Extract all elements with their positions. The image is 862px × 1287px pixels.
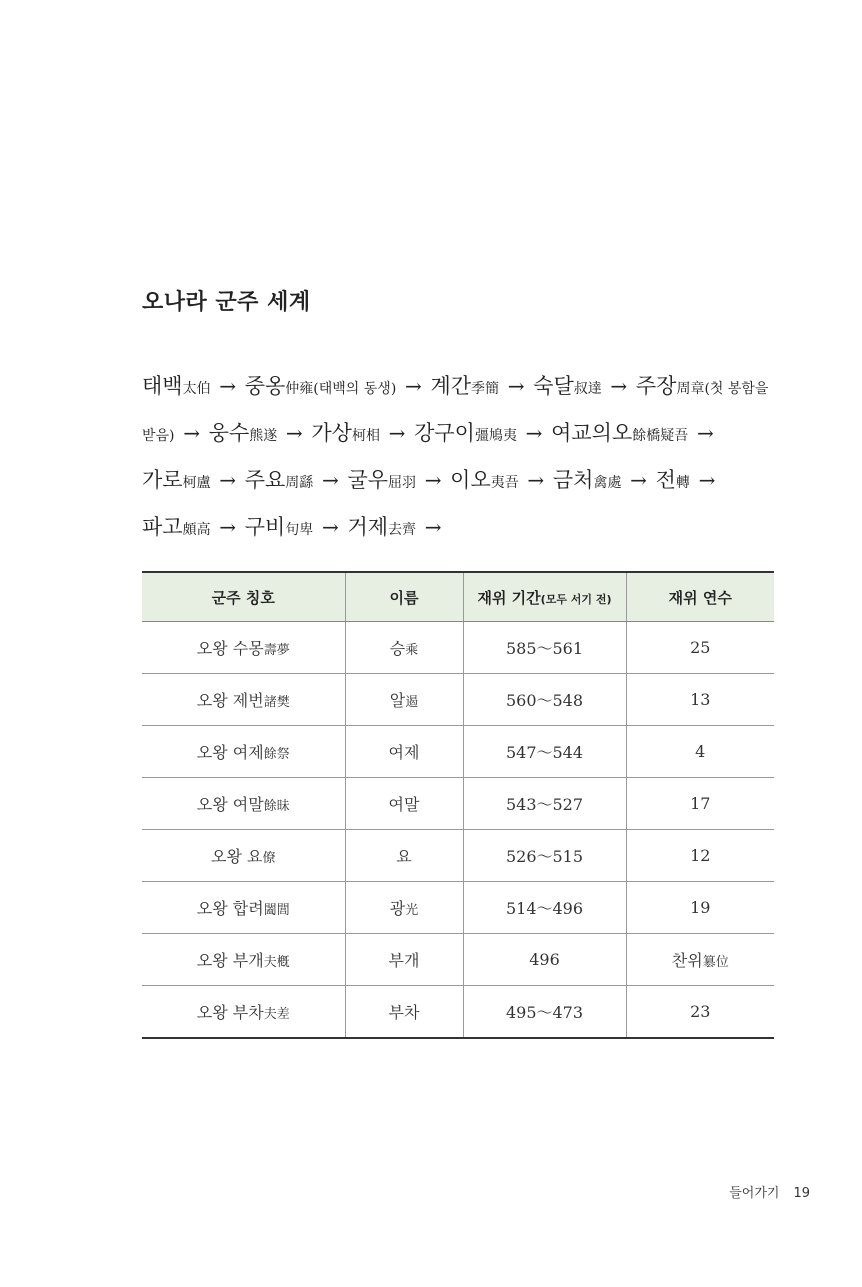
cell-period-text: 585～561 (505, 639, 584, 658)
cell-title (142, 830, 345, 882)
arrow-icon: → (696, 421, 714, 445)
footer-chapter: 들어가기 (729, 1186, 780, 1201)
page-number: 19 (793, 1186, 810, 1201)
ruler-hanja-name: 屈羽 (388, 475, 417, 491)
arrow-icon: → (219, 374, 237, 398)
ruler-korean-name: 거제 (347, 515, 389, 539)
ruler-hanja-name: 句卑 (285, 522, 314, 538)
ruler-hanja-name: 餘橋疑吾 (632, 428, 689, 444)
cell-years (626, 726, 774, 778)
cell-name-text: 승 (389, 639, 406, 658)
cell-title-hanja: 諸樊 (263, 695, 290, 710)
cell-title (142, 882, 345, 934)
header-reign-period (463, 572, 626, 622)
cell-title-text: 오왕 요 (211, 847, 263, 866)
cell-years-text: 19 (690, 898, 711, 917)
ruler-hanja-name: 禽處 (593, 475, 622, 491)
arrow-icon: → (321, 468, 339, 492)
ruler-hanja-name: 夷吾 (490, 475, 519, 491)
ruler-korean-name: 강구이 (414, 421, 475, 445)
header-reign-period-note: (모두 서기 전) (540, 592, 612, 606)
ruler-korean-name: 구비 (244, 515, 286, 539)
cell-years (626, 934, 774, 986)
arrow-icon: → (219, 515, 237, 539)
rulers-table (142, 571, 774, 1039)
ruler-hanja-name: 太伯 (182, 381, 211, 397)
lineage-ruler (430, 374, 499, 398)
cell-name (345, 778, 463, 830)
cell-years-text: 23 (690, 1002, 711, 1021)
cell-period (463, 622, 626, 674)
ruler-hanja-name: 頗高 (182, 522, 211, 538)
cell-name-text: 부개 (388, 951, 420, 970)
lineage-ruler (414, 421, 517, 445)
cell-years-hanja: 簒位 (702, 955, 729, 970)
cell-title (142, 674, 345, 726)
cell-title-text: 오왕 부차 (196, 1003, 264, 1022)
arrow-icon: → (507, 374, 525, 398)
ruler-korean-name: 계간 (430, 374, 472, 398)
ruler-hanja-name: 去齊 (388, 522, 417, 538)
arrow-icon: → (404, 374, 422, 398)
lineage-ruler (245, 468, 314, 492)
arrow-icon: → (424, 468, 442, 492)
cell-title-hanja: 僚 (262, 851, 276, 866)
cell-title-text: 오왕 합려 (196, 899, 264, 918)
cell-name-hanja: 遏 (405, 695, 419, 710)
cell-title-text: 오왕 여제 (196, 743, 264, 762)
cell-name-text: 요 (396, 847, 412, 866)
ruler-hanja-name: 周章 (676, 381, 705, 397)
ruler-korean-name: 금처 (552, 468, 594, 492)
cell-name-text: 광 (389, 899, 406, 918)
ruler-hanja-name: 叔達 (573, 381, 602, 397)
arrow-icon: → (388, 421, 406, 445)
arrow-icon: → (219, 468, 237, 492)
section-title: 오나라 군주 세계 (142, 290, 311, 315)
arrow-icon: → (424, 515, 442, 539)
cell-name-hanja: 光 (405, 903, 419, 918)
header-title: 군주 칭호 (142, 572, 345, 622)
ruler-korean-name: 이오 (450, 468, 491, 492)
cell-name (345, 986, 463, 1039)
cell-title-hanja: 壽夢 (263, 643, 290, 658)
cell-period-text: 495～473 (505, 1003, 584, 1022)
cell-period-text: 496 (529, 950, 560, 969)
cell-period (463, 882, 626, 934)
arrow-icon: → (285, 421, 303, 445)
arrow-icon: → (610, 374, 628, 398)
lineage-ruler (245, 374, 314, 398)
cell-years (626, 882, 774, 934)
cell-period (463, 934, 626, 986)
arrow-icon: → (321, 515, 339, 539)
lineage-ruler (553, 468, 622, 492)
ruler-hanja-name: 季簡 (471, 381, 500, 397)
cell-title (142, 934, 345, 986)
cell-name-text: 알 (389, 691, 406, 710)
table-row (142, 778, 774, 830)
arrow-icon: → (525, 421, 543, 445)
header-reign-years: 재위 연수 (626, 572, 774, 622)
header-name: 이름 (345, 572, 463, 622)
lineage-ruler (142, 515, 211, 539)
cell-name-text: 부차 (388, 1003, 420, 1022)
ruler-korean-name: 전 (655, 468, 676, 492)
cell-years-text: 4 (695, 742, 706, 761)
ruler-hanja-name: 彊鳩夷 (474, 428, 517, 444)
table-row (142, 674, 774, 726)
cell-name-hanja: 乘 (405, 643, 419, 658)
cell-period-text: 514～496 (505, 899, 584, 918)
lineage-ruler (656, 468, 690, 492)
cell-name (345, 674, 463, 726)
cell-period (463, 726, 626, 778)
lineage-ruler (142, 468, 211, 492)
cell-title (142, 726, 345, 778)
ruler-korean-name: 가로 (142, 468, 183, 492)
cell-years-text: 12 (690, 846, 711, 865)
ruler-korean-name: 굴우 (347, 468, 389, 492)
cell-name-text: 여제 (388, 743, 420, 762)
lineage-ruler (311, 421, 380, 445)
cell-period-text: 547～544 (505, 743, 584, 762)
cell-years-text: 25 (690, 638, 711, 657)
cell-title-hanja: 餘祭 (263, 747, 290, 762)
cell-period-text: 543～527 (505, 795, 584, 814)
lineage-ruler (450, 468, 519, 492)
cell-name (345, 882, 463, 934)
arrow-icon: → (630, 468, 647, 492)
ruler-hanja-name: 柯盧 (182, 475, 211, 491)
cell-years-text: 찬위 (671, 951, 703, 970)
cell-period (463, 986, 626, 1039)
cell-period (463, 830, 626, 882)
table-row (142, 830, 774, 882)
cell-years (626, 986, 774, 1039)
cell-title-text: 오왕 부개 (196, 951, 264, 970)
lineage-ruler (245, 515, 314, 539)
ruler-korean-name: 주요 (244, 468, 286, 492)
lineage-paragraph (142, 364, 777, 552)
cell-period (463, 674, 626, 726)
cell-title (142, 778, 345, 830)
cell-years-text: 17 (690, 794, 711, 813)
ruler-korean-name: 숙달 (533, 374, 574, 398)
lineage-ruler (209, 421, 278, 445)
lineage-ruler (533, 374, 602, 398)
cell-title-text: 오왕 제번 (196, 691, 264, 710)
cell-name (345, 622, 463, 674)
arrow-icon: → (527, 468, 545, 492)
ruler-note: (태백의 동생) (313, 381, 397, 397)
cell-name-text: 여말 (388, 795, 420, 814)
ruler-note: (첫 봉함을 받음) (142, 381, 769, 444)
cell-years (626, 622, 774, 674)
ruler-hanja-name: 熊遂 (249, 428, 278, 444)
ruler-korean-name: 주장 (635, 374, 677, 398)
arrow-icon: → (698, 468, 716, 492)
cell-title-text: 오왕 수몽 (196, 639, 264, 658)
arrow-icon: → (183, 421, 200, 445)
lineage-ruler (636, 374, 705, 398)
cell-years-text: 13 (690, 690, 711, 709)
cell-period-text: 560～548 (505, 691, 584, 710)
cell-period (463, 778, 626, 830)
ruler-korean-name: 파고 (142, 515, 183, 539)
page-footer (729, 1182, 810, 1201)
ruler-korean-name: 중옹 (244, 374, 286, 398)
cell-title-hanja: 夫差 (263, 1007, 290, 1022)
cell-name (345, 726, 463, 778)
ruler-korean-name: 웅수 (208, 421, 250, 445)
ruler-hanja-name: 周繇 (285, 475, 314, 491)
cell-years (626, 830, 774, 882)
ruler-korean-name: 태백 (142, 374, 183, 398)
table-row (142, 934, 774, 986)
ruler-korean-name: 여교의오 (551, 421, 633, 445)
lineage-ruler (347, 468, 416, 492)
table-row (142, 986, 774, 1039)
cell-title (142, 622, 345, 674)
ruler-hanja-name: 轉 (675, 475, 690, 491)
cell-title-hanja: 闔閭 (263, 903, 290, 918)
cell-title-hanja: 餘昧 (263, 799, 290, 814)
lineage-ruler (347, 515, 416, 539)
ruler-hanja-name: 柯相 (351, 428, 380, 444)
lineage-ruler (142, 374, 211, 398)
table-row (142, 882, 774, 934)
header-reign-period-label: 재위 기간 (477, 588, 541, 607)
cell-title-hanja: 夫槪 (263, 955, 290, 970)
lineage-ruler (551, 421, 688, 445)
cell-years (626, 778, 774, 830)
table-row (142, 622, 774, 674)
ruler-korean-name: 가상 (311, 421, 352, 445)
table-row (142, 726, 774, 778)
cell-name (345, 934, 463, 986)
cell-period-text: 526～515 (505, 847, 584, 866)
cell-years (626, 674, 774, 726)
ruler-hanja-name: 仲雍 (285, 381, 314, 397)
cell-name (345, 830, 463, 882)
cell-title-text: 오왕 여말 (196, 795, 264, 814)
cell-title (142, 986, 345, 1039)
table-header-row (142, 572, 774, 622)
